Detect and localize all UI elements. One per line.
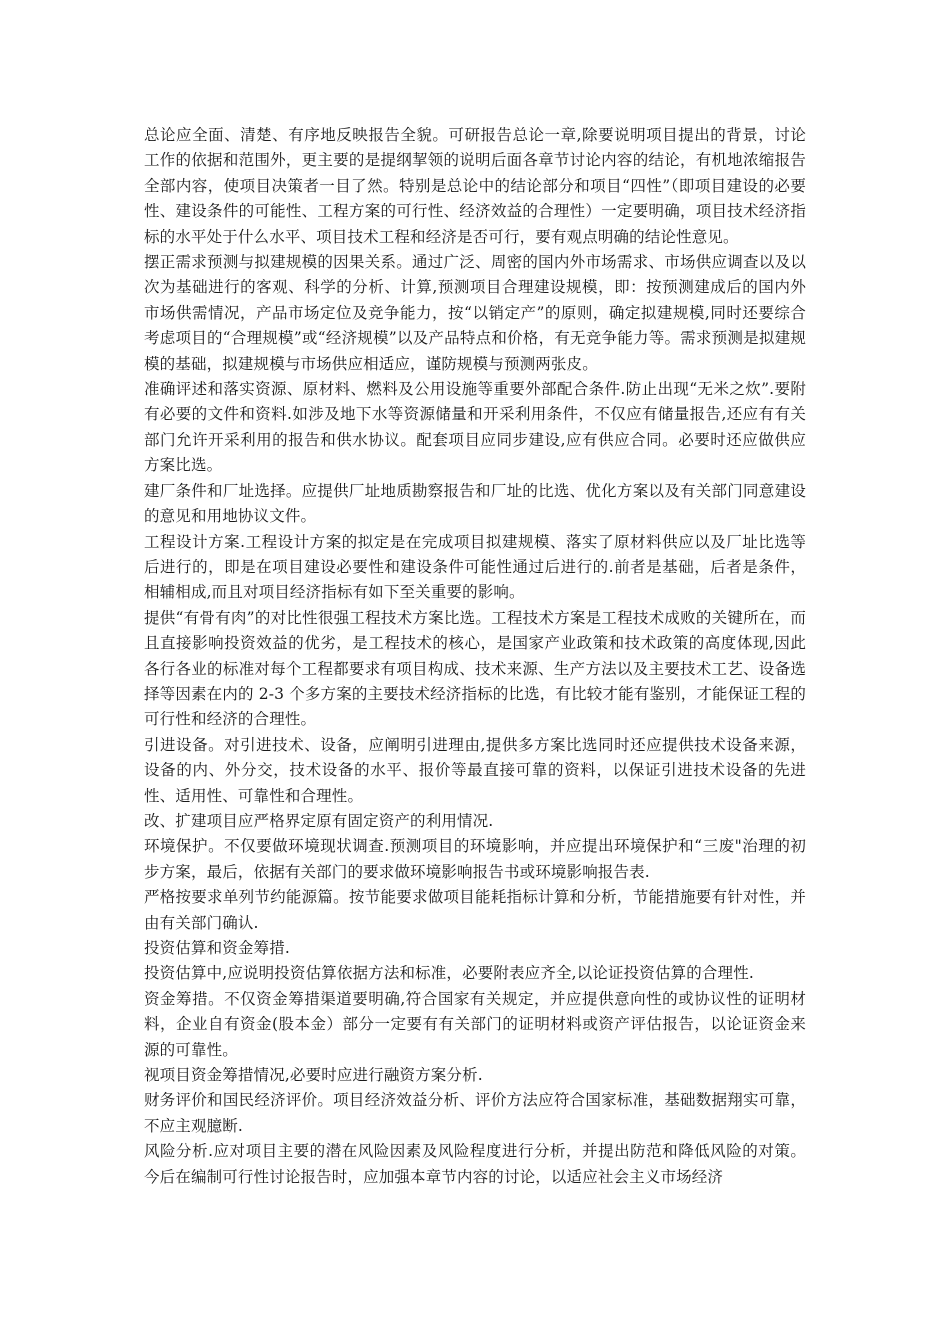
paragraph-imported-equipment: 引进设备。对引进技术、设备，应阐明引进理由,提供多方案比选同时还应提供技术设备来源，设备的内、外分交，技术设备的水平、报价等最直接可靠的资料，以保证引进技术设备的先进性、适用性、可靠性和合理性。: [144, 735, 806, 805]
document-body: [144, 123, 806, 1190]
paragraph-demand-forecast: 摆正需求预测与拟建规模的因果关系。通过广泛、周密的国内外市场需求、市场供应调查以及以次为基础进行的客观、科学的分析、计算,预测项目合理建设规模，即：按预测建成后的国内外市场供需情况，产品市场定位及竞争能力，按“以销定产”的原则，确定拟建规模,同时还要综合考虑项目的“合理规模”或“经济规模”以及产品特点和价格，有无竞争能力等。需求预测是拟建规模的基础，拟建规模与市场供应相适应，谨防规模与预测两张皮。: [144, 253, 806, 373]
paragraph-investment-estimate: 投资估算中,应说明投资估算依据方法和标准，必要附表应齐全,以论证投资估算的合理性.: [144, 964, 754, 983]
paragraph-risk-analysis: 风险分析.应对项目主要的潜在风险因素及风险程度进行分析，并提出防范和降低风险的对策。今后在编制可行性讨论报告时，应加强本章节内容的讨论，以适应社会主义市场经济: [144, 1142, 806, 1186]
paragraph-expansion-projects: 改、扩建项目应严格界定原有固定资产的利用情况.: [144, 811, 494, 830]
paragraph-technical-comparison: 提供“有骨有肉”的对比性很强工程技术方案比选。工程技术方案是工程技术成败的关键所在，而且直接影响投资效益的优劣，是工程技术的核心，是国家产业政策和技术政策的高度体现,因此各行各业的标准对每个工程都要求有项目构成、技术来源、生产方法以及主要技术工艺、设备选择等因素在内的 2-3 个多方案的主要技术经济指标的比选，有比较才能有鉴别，才能保证工程的可行性和经济的合理性。: [144, 608, 806, 729]
paragraph-external-conditions: 准确评述和落实资源、原材料、燃料及公用设施等重要外部配合条件.防止出现“无米之炊”.要附有必要的文件和资料.如涉及地下水等资源储量和开采利用条件，不仅应有储量报告,还应有有关部门允许开采利用的报告和供水协议。配套项目应同步建设,应有供应合同。必要时还应做供应方案比选。: [144, 380, 806, 475]
paragraph-fund-raising: 资金筹措。不仅资金筹措渠道要明确,符合国家有关规定，并应提供意向性的或协议性的证明材料，企业自有资金(股本金）部分一定要有有关部门的证明材料或资产评估报告，以论证资金来源的可靠性。: [144, 989, 806, 1059]
paragraph-energy-saving: 严格按要求单列节约能源篇。按节能要求做项目能耗指标计算和分析，节能措施要有针对性，并由有关部门确认.: [144, 888, 806, 932]
paragraph-investment-heading: 投资估算和资金筹措.: [144, 939, 290, 957]
paragraph-site-selection: 建厂条件和厂址选择。应提供厂址地质勘察报告和厂址的比选、优化方案以及有关部门同意建设的意见和用地协议文件。: [144, 481, 806, 526]
paragraph-general-summary: 总论应全面、清楚、有序地反映报告全貌。可研报告总论一章,除要说明项目提出的背景，讨论工作的依据和范围外，更主要的是提纲挈领的说明后面各章节讨论内容的结论，有机地浓缩报告全部内容，使项目决策者一目了然。特别是总论中的结论部分和项目“四性”（即项目建设的必要性、建设条件的可能性、工程方案的可行性、经济效益的合理性）一定要明确，项目技术经济指标的水平处于什么水平、项目技术工程和经济是否可行，要有观点明确的结论性意见。: [144, 126, 806, 246]
paragraph-engineering-design: 工程设计方案.工程设计方案的拟定是在完成项目拟建规模、落实了原材料供应以及厂址比选等后进行的，即是在项目建设必要性和建设条件可能性通过后进行的.前者是基础，后者是条件，相辅相成,而且对项目经济指标有如下至关重要的影响。: [144, 532, 806, 602]
paragraph-financing-analysis: 视项目资金筹措情况,必要时应进行融资方案分析.: [144, 1066, 483, 1085]
paragraph-environmental-protection: 环境保护。不仅要做环境现状调查.预测项目的环境影响，并应提出环境保护和“三废"治理的初步方案，最后，依据有关部门的要求做环境影响报告书或环境影响报告表.: [144, 837, 806, 881]
paragraph-financial-evaluation: 财务评价和国民经济评价。项目经济效益分析、评价方法应符合国家标准，基础数据翔实可靠，不应主观臆断.: [144, 1091, 806, 1135]
